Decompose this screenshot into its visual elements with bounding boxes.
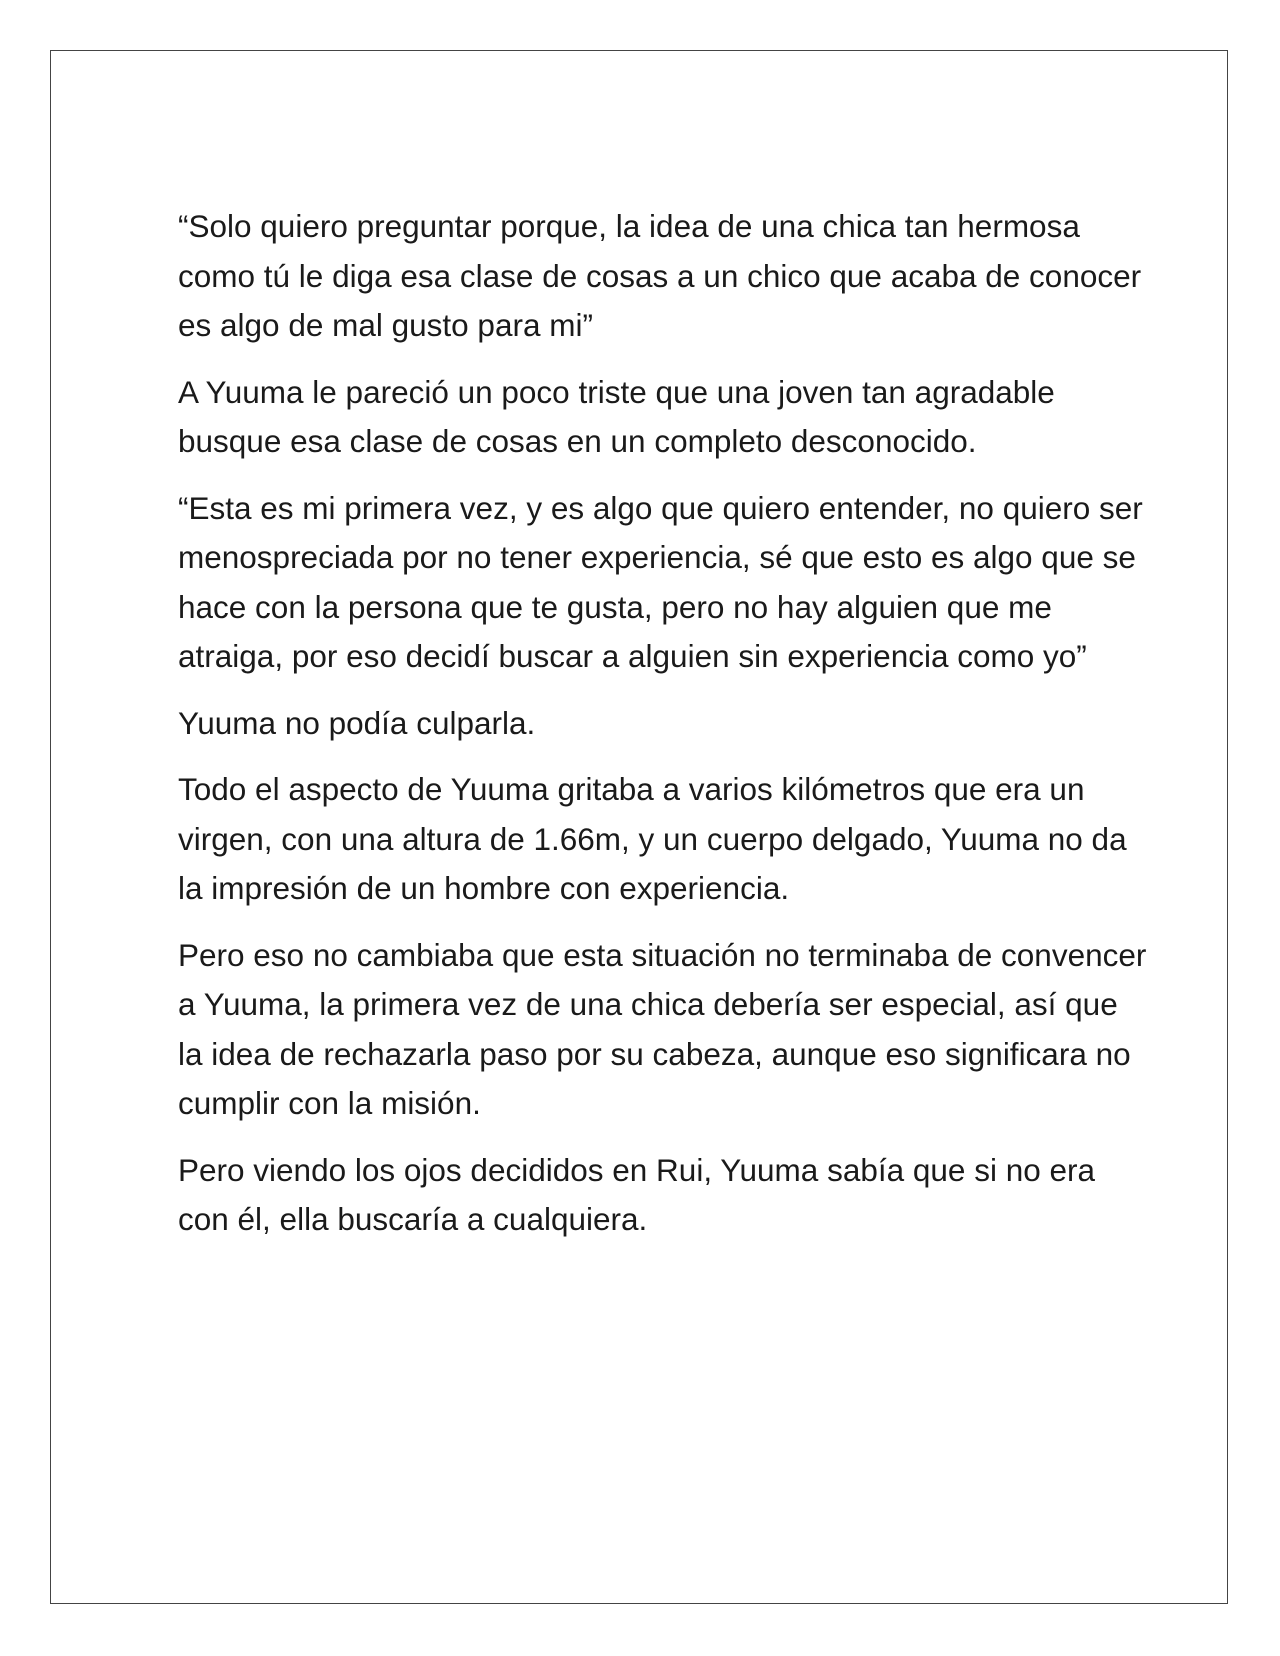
paragraph-7: Pero viendo los ojos decididos en Rui, Yuuma sabía que si no era con él, ella buscaría a cualquiera. bbox=[178, 1151, 1096, 1237]
paragraph-6: Pero eso no cambiaba que esta situación no terminaba de convencer a Yuuma, la primera vez de una chica debería ser especial, así que la idea de rechazarla paso por su cabeza, aunque eso significara no cumplir con la misión. bbox=[178, 936, 1147, 1121]
paragraph-4: Yuuma no podía culparla. bbox=[178, 704, 536, 741]
paragraph-5: Todo el aspecto de Yuuma gritaba a varios kilómetros que era un virgen, con una altura de 1.66m, y un cuerpo delgado, Yuuma no da la impresión de un hombre con experiencia. bbox=[178, 771, 1127, 906]
paragraph-3: “Esta es mi primera vez, y es algo que quiero entender, no quiero ser menospreciada por no tener experiencia, sé que esto es algo que se hace con la persona que te gusta, pero no hay alguien que me atraiga, por eso decidí buscar a alguien sin experiencia como yo” bbox=[178, 489, 1143, 674]
paragraph-2: A Yuuma le pareció un poco triste que una joven tan agradable busque esa clase de cosas en un completo desconocido. bbox=[178, 373, 1055, 459]
document-body bbox=[178, 202, 1148, 1262]
document-page bbox=[50, 50, 1228, 1604]
paragraph-1: “Solo quiero preguntar porque, la idea de una chica tan hermosa como tú le diga esa clase de cosas a un chico que acaba de conocer es algo de mal gusto para mi” bbox=[178, 208, 1142, 343]
